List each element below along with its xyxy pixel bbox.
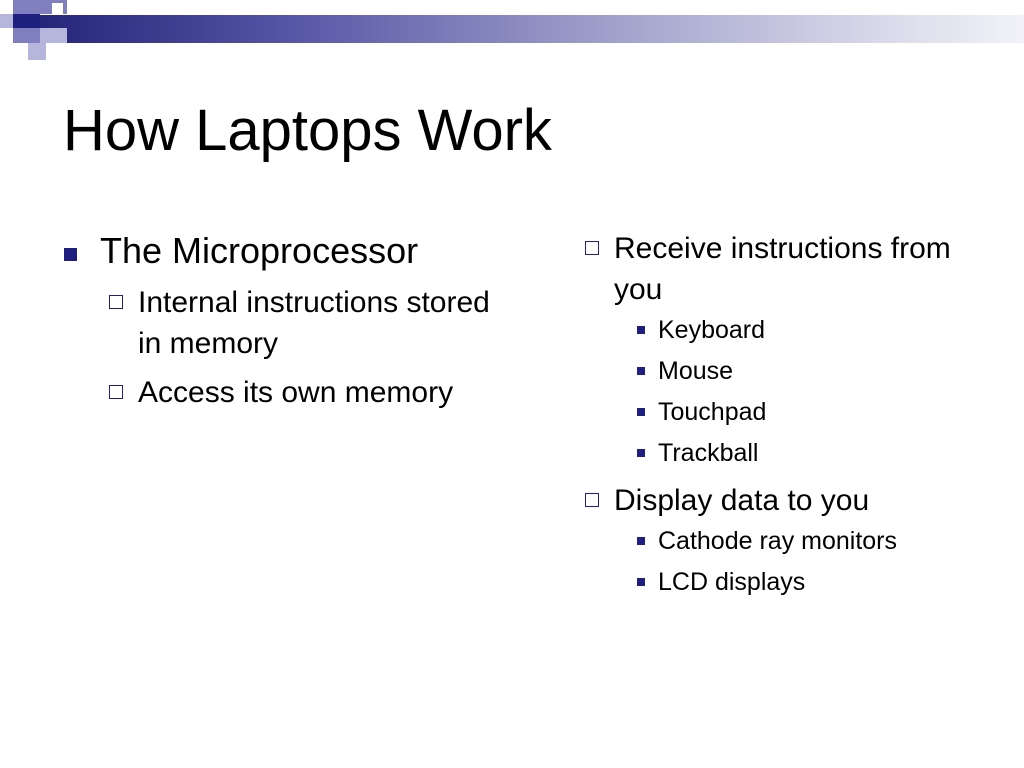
bullet-text: LCD displays [658,568,806,596]
list-item [614,392,1004,433]
sub-bullet-item [108,372,502,413]
small-square-bullet-icon [637,367,645,375]
list-item [614,351,1004,392]
header-gradient-bar [40,15,1024,43]
header-square [40,28,67,43]
list-item [614,521,1004,562]
header-square [13,0,40,14]
list-item [614,562,1004,603]
third-level-list [614,310,1004,474]
sub-bullet-item [584,480,1004,603]
header-square [52,3,63,14]
hollow-square-bullet-icon [585,493,599,507]
bullet-text: Keyboard [658,316,766,344]
right-column [584,228,1004,603]
bullet-item [62,228,502,413]
hollow-square-bullet-icon [109,295,123,309]
list-item [614,433,1004,474]
bullet-text: Internal instructions stored in memory [138,286,490,360]
list-item [614,310,1004,351]
bullet-text: Touchpad [658,398,767,426]
sub-bullet-item [108,282,502,364]
header-square [0,14,13,28]
small-square-bullet-icon [637,449,645,457]
left-column [62,228,502,413]
hollow-square-bullet-icon [109,385,123,399]
header-square [28,43,46,60]
bullet-text: The Microprocessor [100,230,419,271]
sub-bullet-item [584,228,1004,474]
bullet-text: Trackball [658,439,759,467]
bullet-text: Cathode ray monitors [658,527,898,555]
left-bullet-list [62,228,502,413]
hollow-square-bullet-icon [585,241,599,255]
slide-title: How Laptops Work [63,98,552,163]
small-square-bullet-icon [637,408,645,416]
small-square-bullet-icon [637,326,645,334]
small-square-bullet-icon [637,537,645,545]
sub-bullet-list [108,282,502,413]
header-square [13,28,40,43]
small-square-bullet-icon [637,578,645,586]
bullet-text: Access its own memory [138,376,454,409]
third-level-list [614,521,1004,603]
square-bullet-icon [64,248,77,261]
header-square [13,14,40,28]
bullet-text: Display data to you [614,484,870,517]
right-bullet-list [584,228,1004,603]
bullet-text: Mouse [658,357,734,385]
bullet-text: Receive instructions from you [614,232,951,306]
